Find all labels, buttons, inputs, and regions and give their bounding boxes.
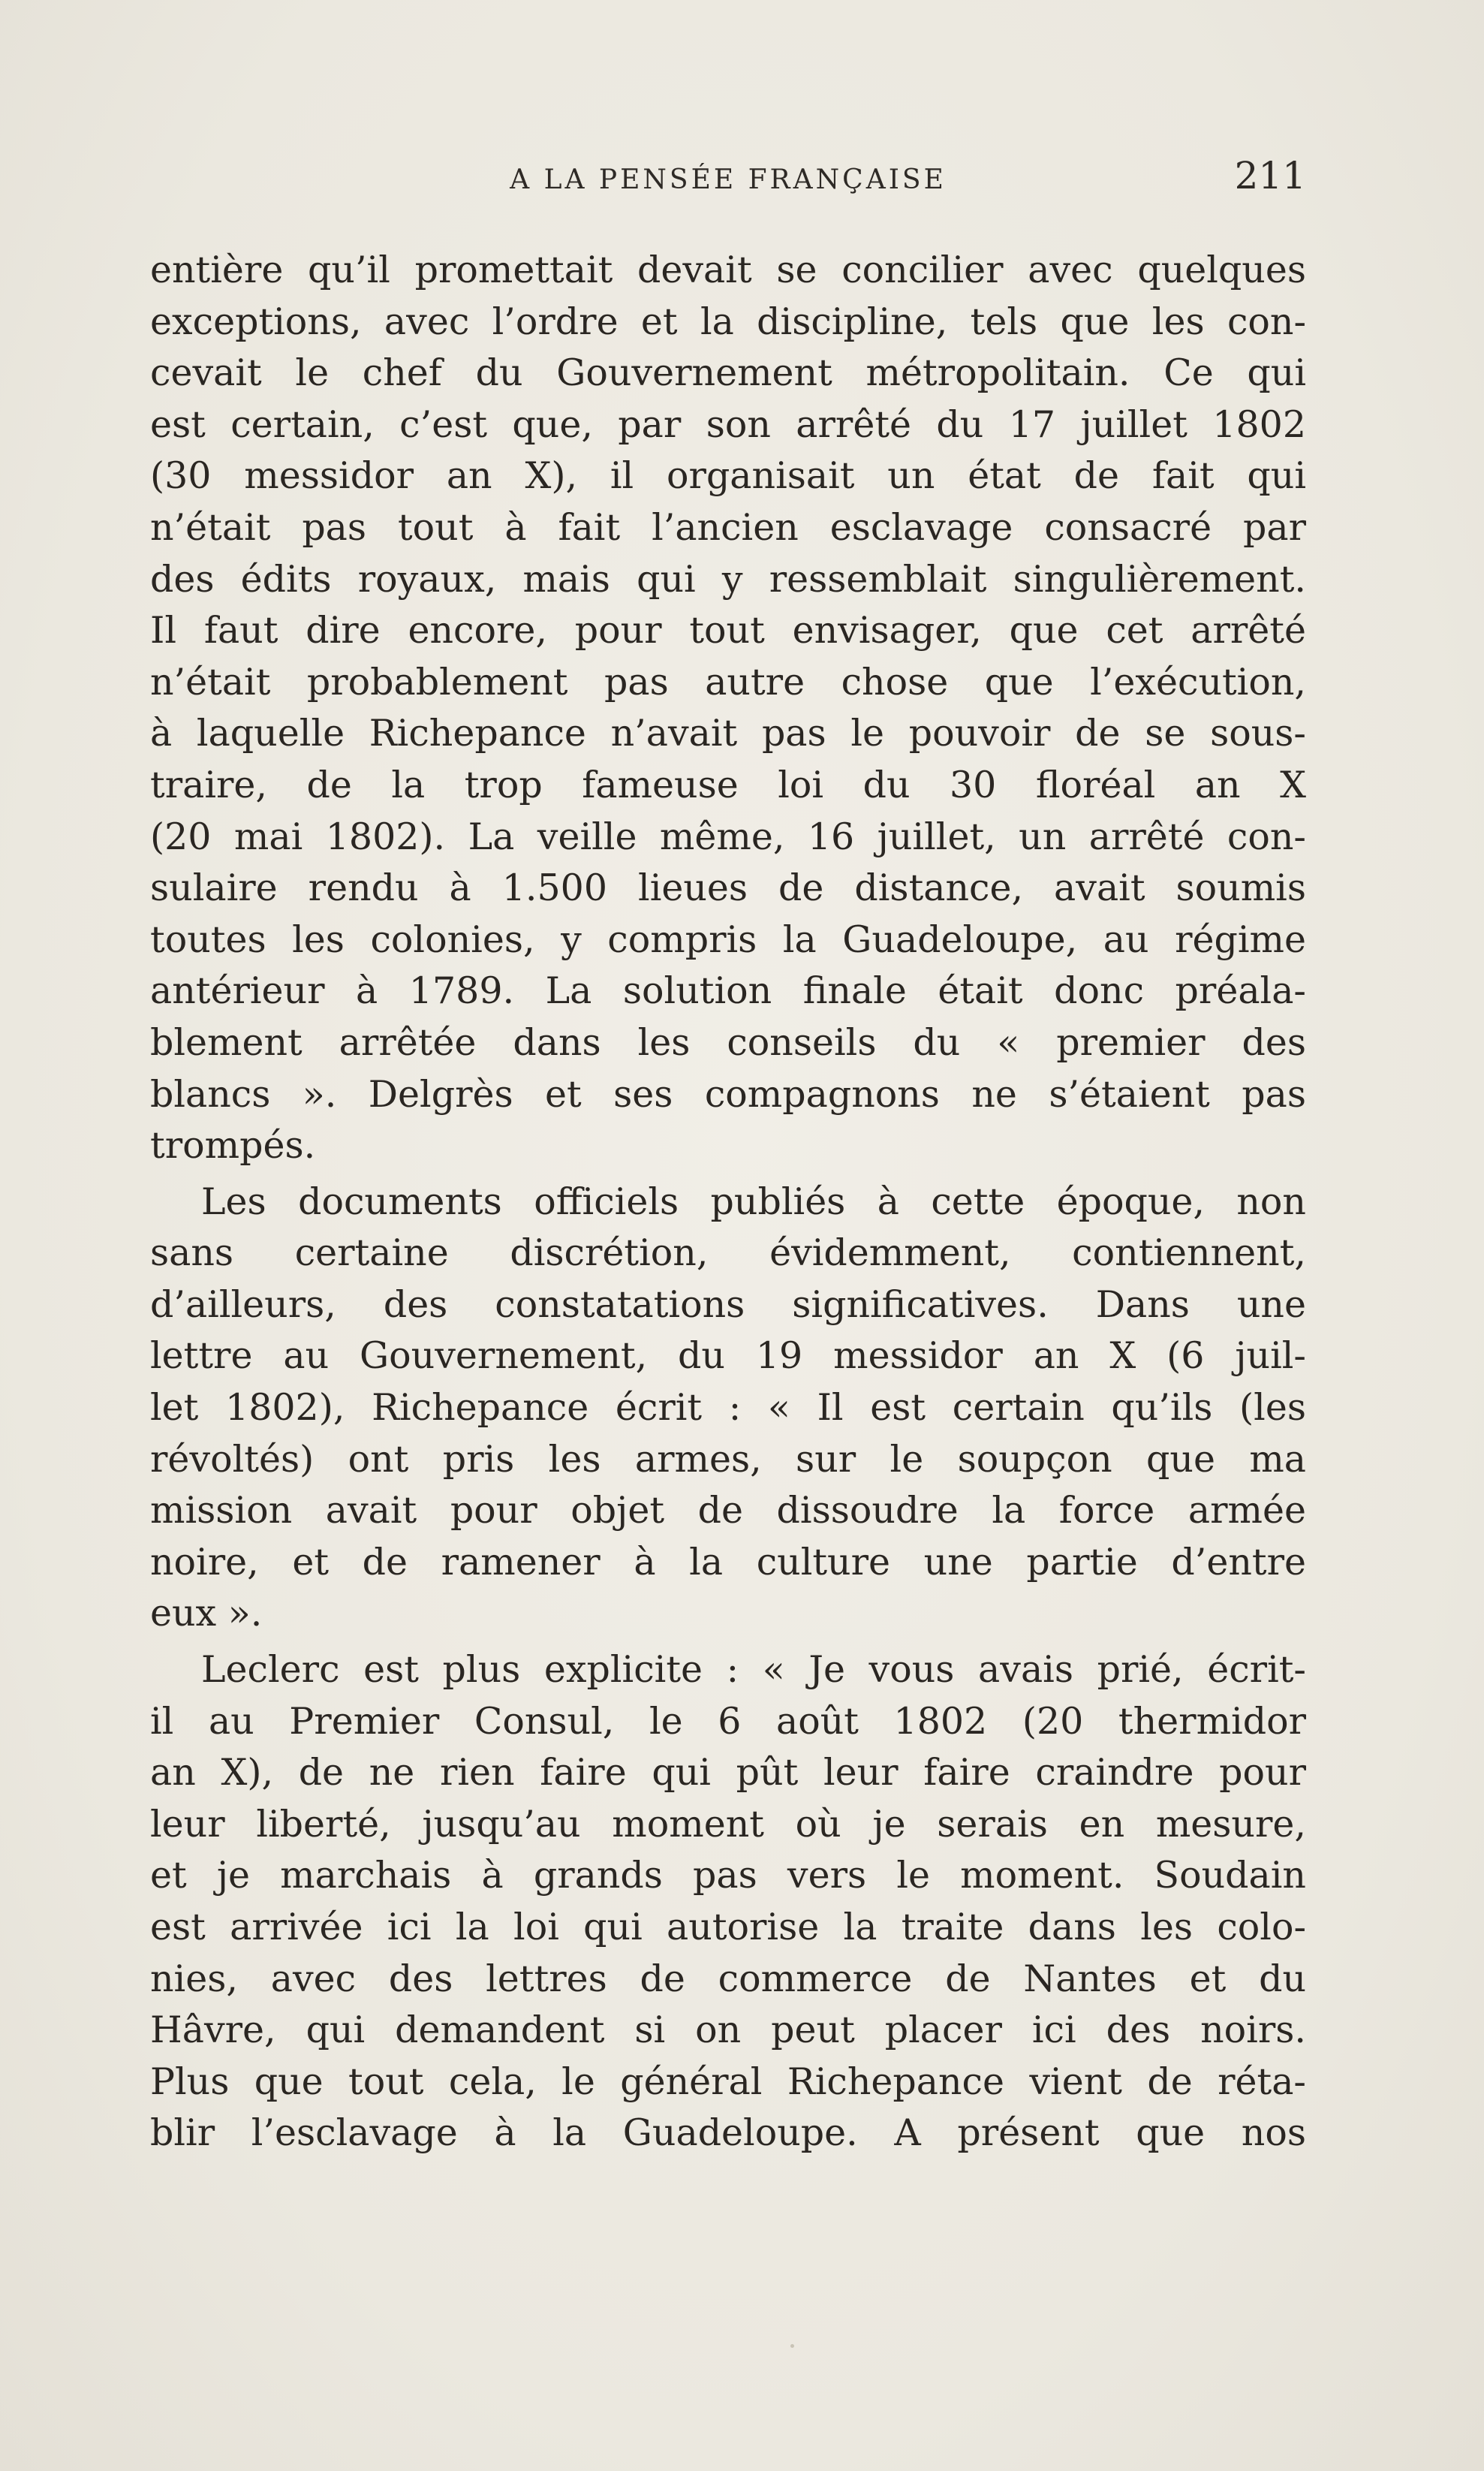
text-line: traire, de la trop fameuse loi du 30 floréal an X <box>150 763 1306 806</box>
text-line: blement arrêtée dans les conseils du « premier des <box>150 1020 1306 1064</box>
page-number: 211 <box>1234 154 1306 197</box>
paragraph-1 <box>150 245 1306 1172</box>
text-line: sulaire rendu à 1.500 lieues de distance, avait soumis <box>150 866 1306 910</box>
text-line: (30 messidor an X), il organisait un état de fait qui <box>150 454 1306 498</box>
paragraph-2 <box>150 1177 1306 1640</box>
text-line: sans certaine discrétion, évidemment, contiennent, <box>150 1231 1306 1275</box>
text-line: Les documents officiels publiés à cette époque, non <box>201 1180 1306 1223</box>
text-line: nies, avec des lettres de commerce de Nantes et du <box>150 1957 1306 2000</box>
text-line: Hâvre, qui demandent si on peut placer ici des noirs. <box>150 2008 1306 2052</box>
text-line: trompés. <box>150 1124 316 1168</box>
text-line: toutes les colonies, y compris la Guadeloupe, au régime <box>150 918 1306 961</box>
text-line: il au Premier Consul, le 6 août 1802 (20 thermidor <box>150 1699 1306 1743</box>
text-line: est arrivée ici la loi qui autorise la traite dans les colo- <box>150 1906 1306 1948</box>
text-line: leur liberté, jusqu’au moment où je serais en mesure, <box>150 1802 1306 1846</box>
running-title: A LA PENSÉE FRANÇAISE <box>510 164 947 195</box>
text-line: révoltés) ont pris les armes, sur le soupçon que ma <box>150 1437 1306 1481</box>
text-line: cevait le chef du Gouvernement métropolitain. Ce qui <box>150 351 1306 395</box>
paragraph-3 <box>150 1644 1306 2159</box>
text-line: n’était probablement pas autre chose que l’exécution, <box>150 660 1306 704</box>
text-line: mission avait pour objet de dissoudre la force armée <box>150 1489 1306 1532</box>
text-line: Leclerc est plus explicite : « Je vous avais prié, écrit- <box>201 1648 1306 1692</box>
text-line: et je marchais à grands pas vers le moment. Soudain <box>150 1854 1306 1897</box>
text-line: exceptions, avec l’ordre et la discipline, tels que les con- <box>150 300 1306 343</box>
text-line: entière qu’il promettait devait se concilier avec quelques <box>150 249 1306 291</box>
text-line: an X), de ne rien faire qui pût leur faire craindre pour <box>150 1751 1306 1794</box>
text-line: à laquelle Richepance n’avait pas le pouvoir de se sous- <box>150 712 1306 755</box>
text-line: n’était pas tout à fait l’ancien esclavage consacré par <box>150 505 1306 549</box>
text-line: Plus que tout cela, le général Richepance vient de réta- <box>150 2060 1306 2103</box>
text-line: blir l’esclavage à la Guadeloupe. A présent que nos <box>150 2111 1306 2155</box>
text-line: eux ». <box>150 1592 263 1635</box>
text-line: (20 mai 1802). La veille même, 16 juillet, un arrêté con- <box>150 815 1306 858</box>
paper-speck <box>790 2344 794 2348</box>
text-line: lettre au Gouvernement, du 19 messidor an X (6 juil- <box>150 1334 1306 1378</box>
text-line: blancs ». Delgrès et ses compagnons ne s’étaient pas <box>150 1072 1306 1116</box>
text-line: est certain, c’est que, par son arrêté du 17 juillet 1802 <box>150 402 1306 446</box>
text-line: let 1802), Richepance écrit : « Il est certain qu’ils (les <box>150 1386 1306 1430</box>
text-line: antérieur à 1789. La solution finale était donc préala- <box>150 969 1306 1013</box>
running-header <box>150 154 1306 199</box>
body-text <box>150 245 1306 2164</box>
text-line: Il faut dire encore, pour tout envisager, que cet arrêté <box>150 609 1306 652</box>
text-line: noire, et de ramener à la culture une partie d’entre <box>150 1540 1306 1584</box>
text-line: d’ailleurs, des constatations significatives. Dans une <box>150 1282 1306 1326</box>
text-line: des édits royaux, mais qui y ressemblait singulièrement. <box>150 557 1306 601</box>
